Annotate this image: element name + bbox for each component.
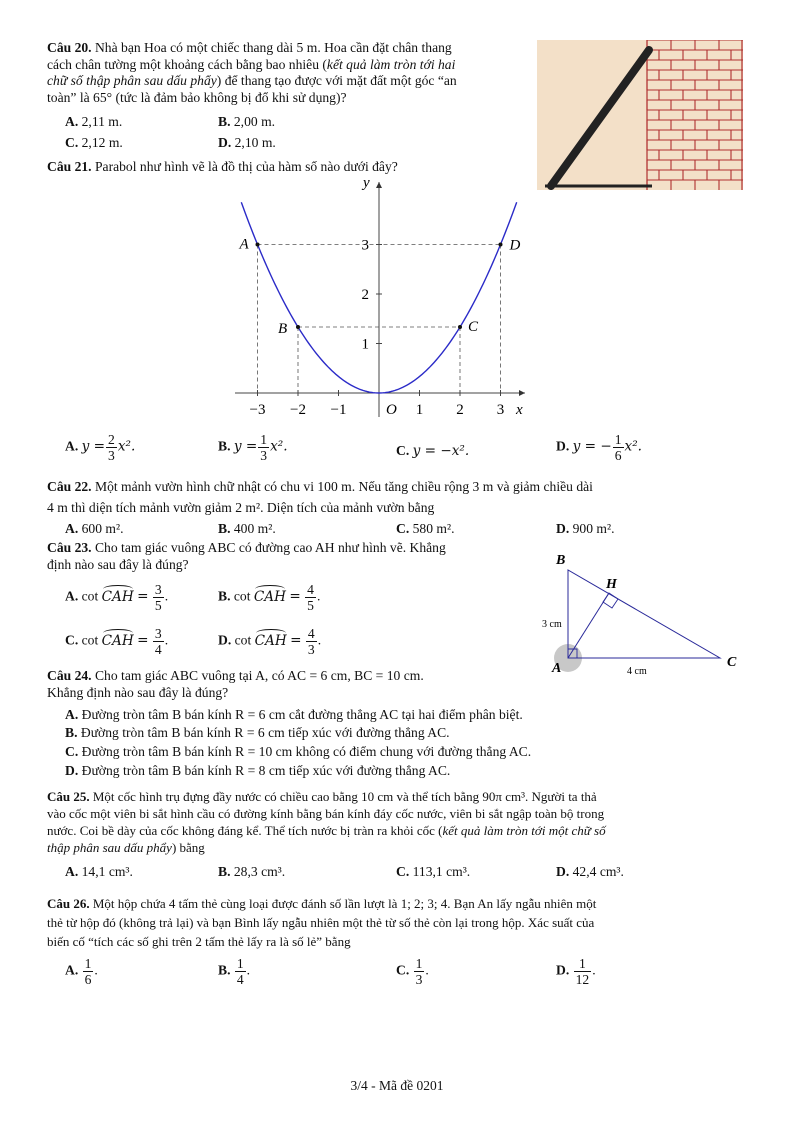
x-tick-label: −3: [249, 402, 266, 418]
question-23-line2: định nào sau đây là đúng?: [47, 556, 189, 572]
question-25-label: Câu 25.: [47, 789, 90, 804]
y-tick-label: 3: [361, 237, 369, 254]
ladder-wall-figure: [537, 40, 743, 190]
question-23-line1: Cho tam giác vuông ABC có đường cao AH như hình vẽ. Khẳng: [94, 540, 446, 555]
point-label-a: A: [239, 236, 249, 253]
y-axis-label: y: [363, 175, 370, 191]
q24-option-c[interactable]: C. Đường tròn tâm B bán kính R = 10 cm không có điểm chung với đường thẳng AC.: [65, 744, 532, 759]
point-label-b: B: [278, 321, 288, 338]
question-26-line1: Một hộp chứa 4 tấm thẻ cùng loại được đánh số lần lượt là 1; 2; 3; 4. Bạn An lấy ngẫu nhiên một: [92, 896, 597, 911]
question-24-line2: Khẳng định nào sau đây là đúng?: [47, 684, 229, 700]
x-axis-label: x: [516, 402, 523, 418]
q21-option-d[interactable]: D. y = − $\frac{1}{6}$ x².: [556, 432, 642, 463]
q25-option-b[interactable]: B. 28,3 cm³.: [218, 864, 286, 879]
triangle-abc: [568, 570, 720, 658]
q22-option-d[interactable]: D. 900 m².: [556, 521, 615, 536]
q24-option-a[interactable]: A. Đường tròn tâm B bán kính R = 6 cm cắt đường thẳng AC tại hai điểm phân biệt.: [65, 707, 523, 722]
origin-label: O: [386, 402, 397, 418]
question-20: [47, 40, 537, 106]
side-ac-label: 4 cm: [627, 666, 647, 677]
q26-option-b[interactable]: B. $\frac{1}{4}$ .: [218, 956, 251, 987]
point-b: [296, 325, 300, 329]
x-tick-label: 1: [415, 402, 424, 418]
q21-option-c[interactable]: C. y = −x².: [396, 443, 470, 459]
q25-option-d[interactable]: D. 42,4 cm³.: [556, 864, 624, 879]
q25-option-a[interactable]: A. 14,1 cm³.: [65, 864, 133, 879]
question-25-line3b: kết quả làm tròn tới một chữ số: [442, 823, 606, 838]
q20-option-d[interactable]: D. 2,10 m.: [218, 135, 276, 150]
q20-option-c[interactable]: C. 2,12 m.: [65, 135, 123, 150]
page-footer: 3/4 - Mã đề 0201: [350, 1078, 444, 1093]
point-label-c: C: [468, 319, 479, 336]
question-23-label: Câu 23.: [47, 540, 92, 555]
question-25-line3a: nước. Coi bề dày của cốc không đáng kể. Thể tích nước bị tràn ra khỏi cốc (: [47, 823, 443, 838]
vertex-h-label: H: [606, 577, 617, 592]
question-21-text: Parabol như hình vẽ là đồ thị của hàm số nào dưới đây?: [94, 159, 398, 174]
x-tick-label: −2: [290, 402, 306, 418]
question-22-line1: Một mảnh vườn hình chữ nhật có chu vi 100 m. Nếu tăng chiều rộng 3 m và giảm chiều dài: [94, 479, 593, 494]
parabol-graph: [225, 172, 545, 424]
question-20-line3b: ) để thang tạo được với mặt đất một góc “an: [216, 73, 457, 88]
x-tick-label: −1: [330, 402, 347, 418]
x-tick-label: 3: [496, 402, 505, 418]
q22-option-c[interactable]: C. 580 m².: [396, 521, 455, 536]
question-25-line2: vào cốc một viên bi sắt hình cầu có đường kính bằng bán kính đáy cốc nước, viên bi sắt ngập toàn bộ trong: [47, 806, 605, 821]
point-a: [256, 243, 260, 247]
question-26-label: Câu 26.: [47, 896, 90, 911]
triangle-figure: [538, 548, 748, 678]
y-tick-label: 2: [361, 287, 369, 303]
right-angle-h-mark: [603, 593, 618, 608]
vertex-b-label: B: [556, 553, 566, 568]
q25-option-c[interactable]: C. 113,1 cm³.: [396, 864, 471, 879]
q24-option-d[interactable]: D. Đường tròn tâm B bán kính R = 8 cm tiếp xúc với đường thẳng AC.: [65, 763, 451, 778]
question-20-line3a: chữ số thập phân sau dấu phẩy: [47, 73, 217, 88]
question-22: [47, 476, 747, 518]
point-d: [499, 243, 503, 247]
question-24: [47, 668, 747, 701]
q23-option-d[interactable]: D. cot CAH = $\frac{4}{3}$ .: [218, 626, 322, 657]
question-21-label: Câu 21.: [47, 159, 92, 174]
question-25: [47, 788, 752, 856]
question-24-label: Câu 24.: [47, 668, 92, 683]
question-24-line1: Cho tam giác ABC vuông tại A, có AC = 6 cm, BC = 10 cm.: [94, 668, 424, 683]
q23-option-b[interactable]: B. cot CAH = $\frac{4}{5}$ .: [218, 582, 321, 613]
q21-option-b[interactable]: B. y = $\frac{1}{3}$ x².: [218, 432, 288, 463]
question-23: [47, 540, 537, 573]
q23-option-a[interactable]: A. cot CAH = $\frac{3}{5}$ .: [65, 582, 169, 613]
side-ab-label: 3 cm: [542, 619, 562, 630]
q20-option-b[interactable]: B. 2,00 m.: [218, 114, 276, 129]
question-22-label: Câu 22.: [47, 479, 92, 494]
question-20-line2a: cách chân tường một khoảng cách bằng bao nhiêu (: [47, 56, 327, 72]
y-tick-label: 1: [361, 336, 369, 353]
question-20-line1: Nhà bạn Hoa có một chiếc thang dài 5 m. Hoa cần đặt chân thang: [94, 40, 452, 55]
q23-option-c[interactable]: C. cot CAH = $\frac{3}{4}$ .: [65, 626, 169, 657]
question-22-line2: 4 m thì diện tích mảnh vườn giảm 2 m². Diện tích của mảnh vườn bằng: [47, 500, 435, 515]
q26-option-c[interactable]: C. $\frac{1}{3}$ .: [396, 956, 429, 987]
question-25-line4b: ) bằng: [171, 840, 205, 855]
altitude-ah: [568, 593, 609, 658]
question-20-label: Câu 20.: [47, 40, 92, 55]
vertex-a-label: A: [552, 661, 562, 676]
q22-option-b[interactable]: B. 400 m².: [218, 521, 276, 536]
q21-option-a[interactable]: A. y = $\frac{2}{3}$ x².: [65, 432, 136, 463]
vertex-c-label: C: [727, 655, 737, 670]
point-label-d: D: [509, 237, 521, 254]
q22-option-a[interactable]: A. 600 m².: [65, 521, 124, 536]
graph-ticks: [250, 238, 505, 419]
question-20-line2b: kết quả làm tròn tới hai: [326, 56, 456, 72]
question-25-line4a: thập phân sau dấu phẩy: [47, 840, 172, 855]
q26-option-a[interactable]: A. $\frac{1}{6}$ .: [65, 956, 98, 987]
question-20-line4: toàn” là 65° (tức là đảm bảo không bị đổ khi sử dụng)?: [47, 89, 347, 105]
question-26: [47, 894, 752, 951]
question-26-line3: biến cố “tích các số ghi trên 2 tấm thẻ lấy ra là số lẻ” bằng: [47, 934, 351, 949]
point-c: [458, 325, 462, 329]
x-tick-label: 2: [456, 402, 464, 418]
q24-option-b[interactable]: B. Đường tròn tâm B bán kính R = 6 cm tiếp xúc với đường thẳng AC.: [65, 725, 450, 740]
question-26-line2: thẻ từ hộp đó (không trả lại) và bạn Bình lấy ngẫu nhiên một thẻ từ số thẻ còn lại trong hộp. Xác suất của: [47, 915, 595, 930]
q20-option-a[interactable]: A. 2,11 m.: [65, 114, 123, 129]
question-25-line1: Một cốc hình trụ đựng đầy nước có chiều cao bằng 10 cm và thể tích bằng 90π cm³. Người ta thả: [92, 789, 597, 804]
q26-option-d[interactable]: D. $\frac{1}{12}$ .: [556, 956, 596, 987]
